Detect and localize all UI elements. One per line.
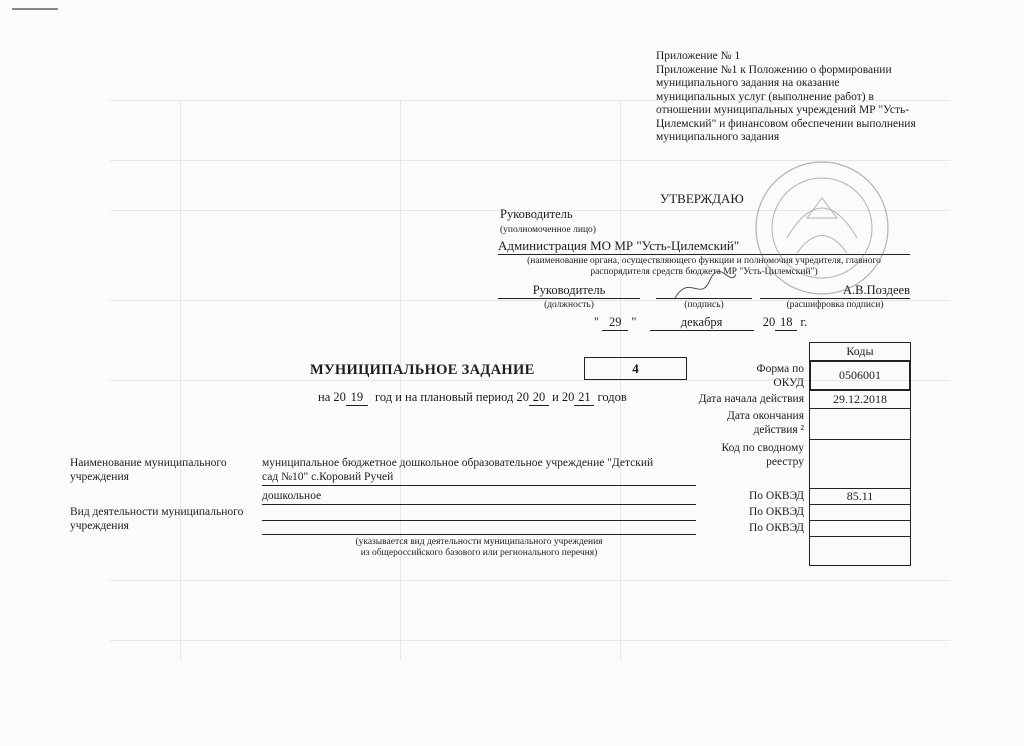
date-month: декабря [650, 315, 754, 331]
approve-date [594, 315, 807, 331]
codes-header: Коды [809, 342, 911, 361]
okved-3-value [809, 520, 911, 537]
date-year: 18 [775, 315, 797, 331]
okud-label: Форма по ОКУД [756, 363, 804, 389]
activity-value: дошкольное [262, 490, 696, 505]
period-year-2: 20 [529, 390, 549, 406]
registry-label: Код по сводному реестру [721, 442, 804, 468]
institution-name-line-2: сад №10" с.Коровий Ручей [262, 471, 696, 486]
appendix-number: Приложение № 1 [656, 50, 741, 62]
document-title: МУНИЦИПАЛЬНОЕ ЗАДАНИЕ [310, 362, 535, 378]
activity-line-2 [262, 506, 696, 521]
approve-position: Руководитель [498, 283, 640, 299]
institution-name-line-1: муниципальное бюджетное дошкольное образовательное учреждение "Детский [262, 457, 654, 469]
approve-signer: А.В.Поздеев [760, 283, 910, 299]
approve-title: УТВЕРЖДАЮ [660, 191, 744, 206]
registry-value [809, 439, 911, 489]
period-mid: год и на плановый период 20 [375, 390, 529, 404]
end-date-value [809, 408, 911, 440]
codes-extra-cell [809, 536, 911, 566]
date-year-prefix: 20 [762, 315, 776, 329]
signature-mark [670, 268, 740, 308]
okved-1-value: 85.11 [809, 488, 911, 505]
appendix-line: Цилемский" и финансовом обеспечении выполнения [656, 117, 916, 130]
appendix-line: муниципального задания [656, 131, 780, 143]
okved-1-label: По ОКВЭД [748, 490, 804, 502]
appendix-line: муниципального задания на оказание [656, 77, 840, 89]
date-quote-close: " [631, 315, 637, 329]
activity-line-3 [262, 520, 696, 535]
caption-decoding: (расшифровка подписи) [786, 300, 884, 310]
activity-label: Вид деятельности муниципального учреждения [70, 506, 244, 532]
okved-3-label: По ОКВЭД [748, 522, 804, 534]
approve-organ: Администрация МО МР "Усть-Цилемский" [498, 238, 910, 255]
approve-organ-caption-line: (наименование органа, осуществляющего функции и полномочия учредителя, главного [527, 256, 881, 266]
period-and: и 20 [552, 390, 575, 404]
activity-caption [262, 537, 696, 559]
document-number: 4 [584, 357, 687, 380]
period-years: годов [597, 390, 627, 404]
approve-head: Руководитель [500, 207, 573, 221]
period-year-3: 21 [574, 390, 594, 406]
appendix-line: Приложение №1 к Положению о формировании [656, 63, 892, 76]
date-day: 29 [602, 315, 628, 331]
activity-caption-line: из общероссийского базового или регионального перечня) [360, 548, 598, 558]
date-year-unit: г. [800, 315, 808, 329]
end-date-label: Дата окончания действия ² [727, 410, 804, 436]
activity-caption-line: (указывается вид деятельности муниципального учреждения [355, 537, 603, 547]
appendix-block [656, 50, 926, 145]
period-line [318, 390, 627, 406]
caption-signature: (подпись) [684, 300, 724, 310]
approve-authorized-caption: (уполномоченное лицо) [500, 225, 596, 235]
okud-value: 0506001 [809, 360, 911, 391]
okved-2-label: По ОКВЭД [748, 506, 804, 518]
caption-position: (должность) [544, 300, 594, 310]
institution-name-label: Наименование муниципального учреждения [70, 457, 227, 483]
appendix-line: муниципальных услуг (выполнение работ) в [656, 90, 874, 103]
date-quote-open: " [594, 315, 600, 329]
approve-organ-caption-line: распорядителя средств бюджета МР "Усть-Цилемский") [590, 267, 818, 277]
start-date-value: 29.12.2018 [809, 390, 911, 409]
official-stamp-icon [752, 158, 892, 298]
period-year: 19 [346, 390, 368, 406]
start-date-label: Дата начала действия [698, 393, 804, 405]
period-prefix: на 20 [318, 390, 346, 404]
okved-2-value [809, 504, 911, 521]
appendix-line: отношении муниципальных учреждений МР "Усть- [656, 104, 910, 116]
